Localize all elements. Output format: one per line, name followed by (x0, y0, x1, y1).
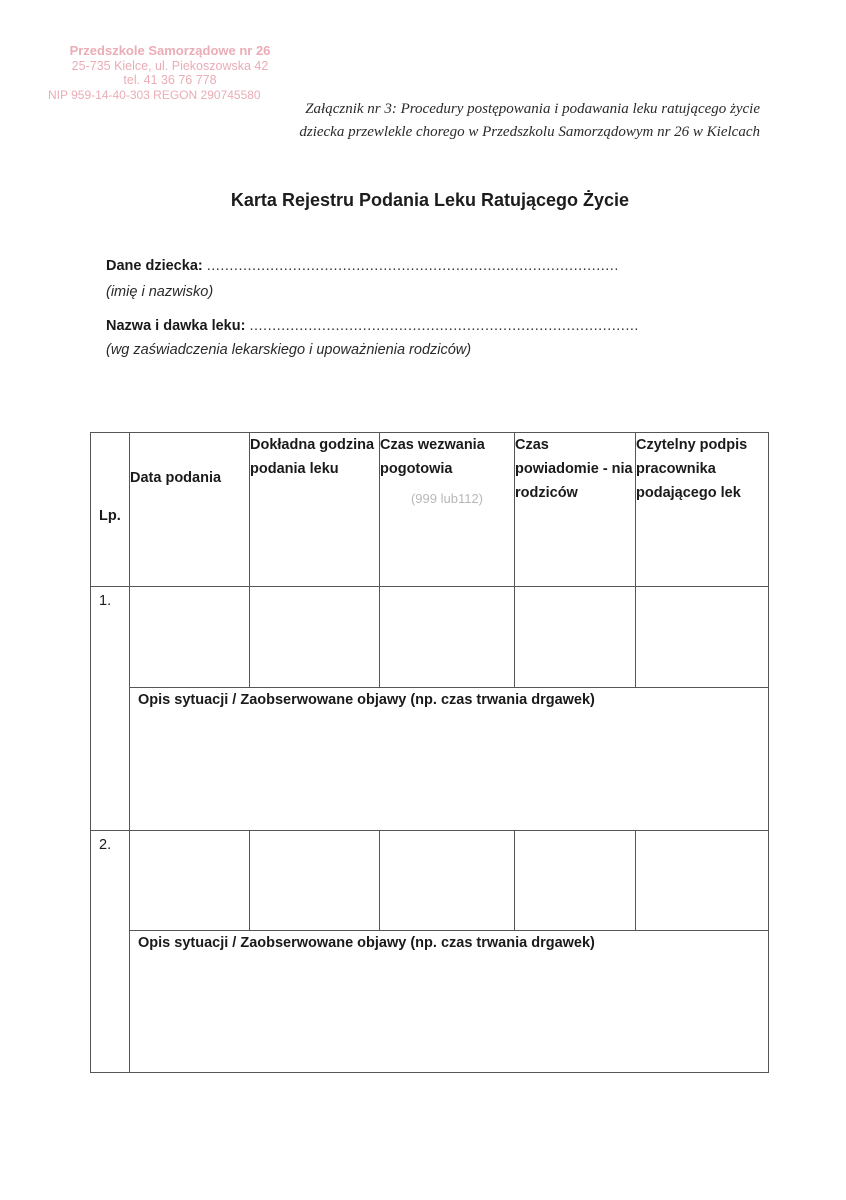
description-cell[interactable] (130, 931, 769, 1073)
child-data-field (106, 258, 619, 274)
header-ambulance (380, 433, 515, 587)
attachment-line-2: dziecka przewlekle chorego w Przedszkolu Samorządowym nr 26 w Kielcach (299, 124, 760, 140)
table-header-row (91, 433, 769, 587)
parents-cell[interactable] (515, 831, 636, 931)
description-label: Opis sytuacji / Zaobserwowane objawy (np. czas trwania drgawek) (138, 935, 595, 951)
stamp-line-2: 25-735 Kielce, ul. Piekoszowska 42 (71, 58, 269, 73)
attachment-line-1: Załącznik nr 3: Procedury postępowania i podawania leku ratującego życie (305, 101, 760, 117)
medicine-label: Nazwa i dawka leku: (106, 318, 246, 334)
header-ambulance-note: (999 lub112) (410, 491, 484, 506)
child-data-hint: (imię i nazwisko) (106, 284, 214, 300)
header-parents: Czas powiadomie - nia rodziców (515, 433, 636, 587)
header-date: Data podania (130, 433, 250, 587)
time-cell[interactable] (250, 587, 380, 688)
table-row-description (91, 688, 769, 831)
kindergarten-stamp (50, 44, 290, 102)
row-number: 1. (91, 587, 130, 831)
medicine-field (106, 318, 639, 334)
signature-cell[interactable] (636, 587, 769, 688)
date-cell[interactable] (130, 587, 250, 688)
stamp-line-4: NIP 959-14-40-303 REGON 290745580 (48, 87, 261, 102)
header-signature: Czytelny podpis pracownika podającego lek (636, 433, 769, 587)
stamp-line-3: tel. 41 36 76 778 (123, 73, 217, 87)
description-label: Opis sytuacji / Zaobserwowane objawy (np. czas trwania drgawek) (138, 692, 595, 708)
description-cell[interactable] (130, 688, 769, 831)
table-row (91, 831, 769, 931)
medicine-dots: ...................................................................................... (249, 318, 639, 334)
register-table (90, 432, 769, 1073)
ambulance-cell[interactable] (380, 831, 515, 931)
document-title: Karta Rejestru Podania Leku Ratującego Życie (230, 190, 630, 210)
time-cell[interactable] (250, 831, 380, 931)
child-data-label: Dane dziecka: (106, 258, 203, 274)
header-lp-label: Lp. (99, 507, 121, 524)
parents-cell[interactable] (515, 587, 636, 688)
table-row-description (91, 931, 769, 1073)
signature-cell[interactable] (636, 831, 769, 931)
date-cell[interactable] (130, 831, 250, 931)
header-ambulance-label: Czas wezwania pogotowia (380, 437, 485, 477)
medicine-hint: (wg zaświadczenia lekarskiego i upoważnienia rodziców) (106, 342, 472, 358)
header-time: Dokładna godzina podania leku (250, 433, 380, 587)
attachment-header (200, 98, 760, 144)
ambulance-cell[interactable] (380, 587, 515, 688)
table-row (91, 587, 769, 688)
stamp-line-1: Przedszkole Samorządowe nr 26 (69, 43, 271, 58)
header-lp (91, 433, 130, 587)
row-number: 2. (91, 831, 130, 1073)
child-data-dots: ........................................................................................... (206, 258, 619, 274)
